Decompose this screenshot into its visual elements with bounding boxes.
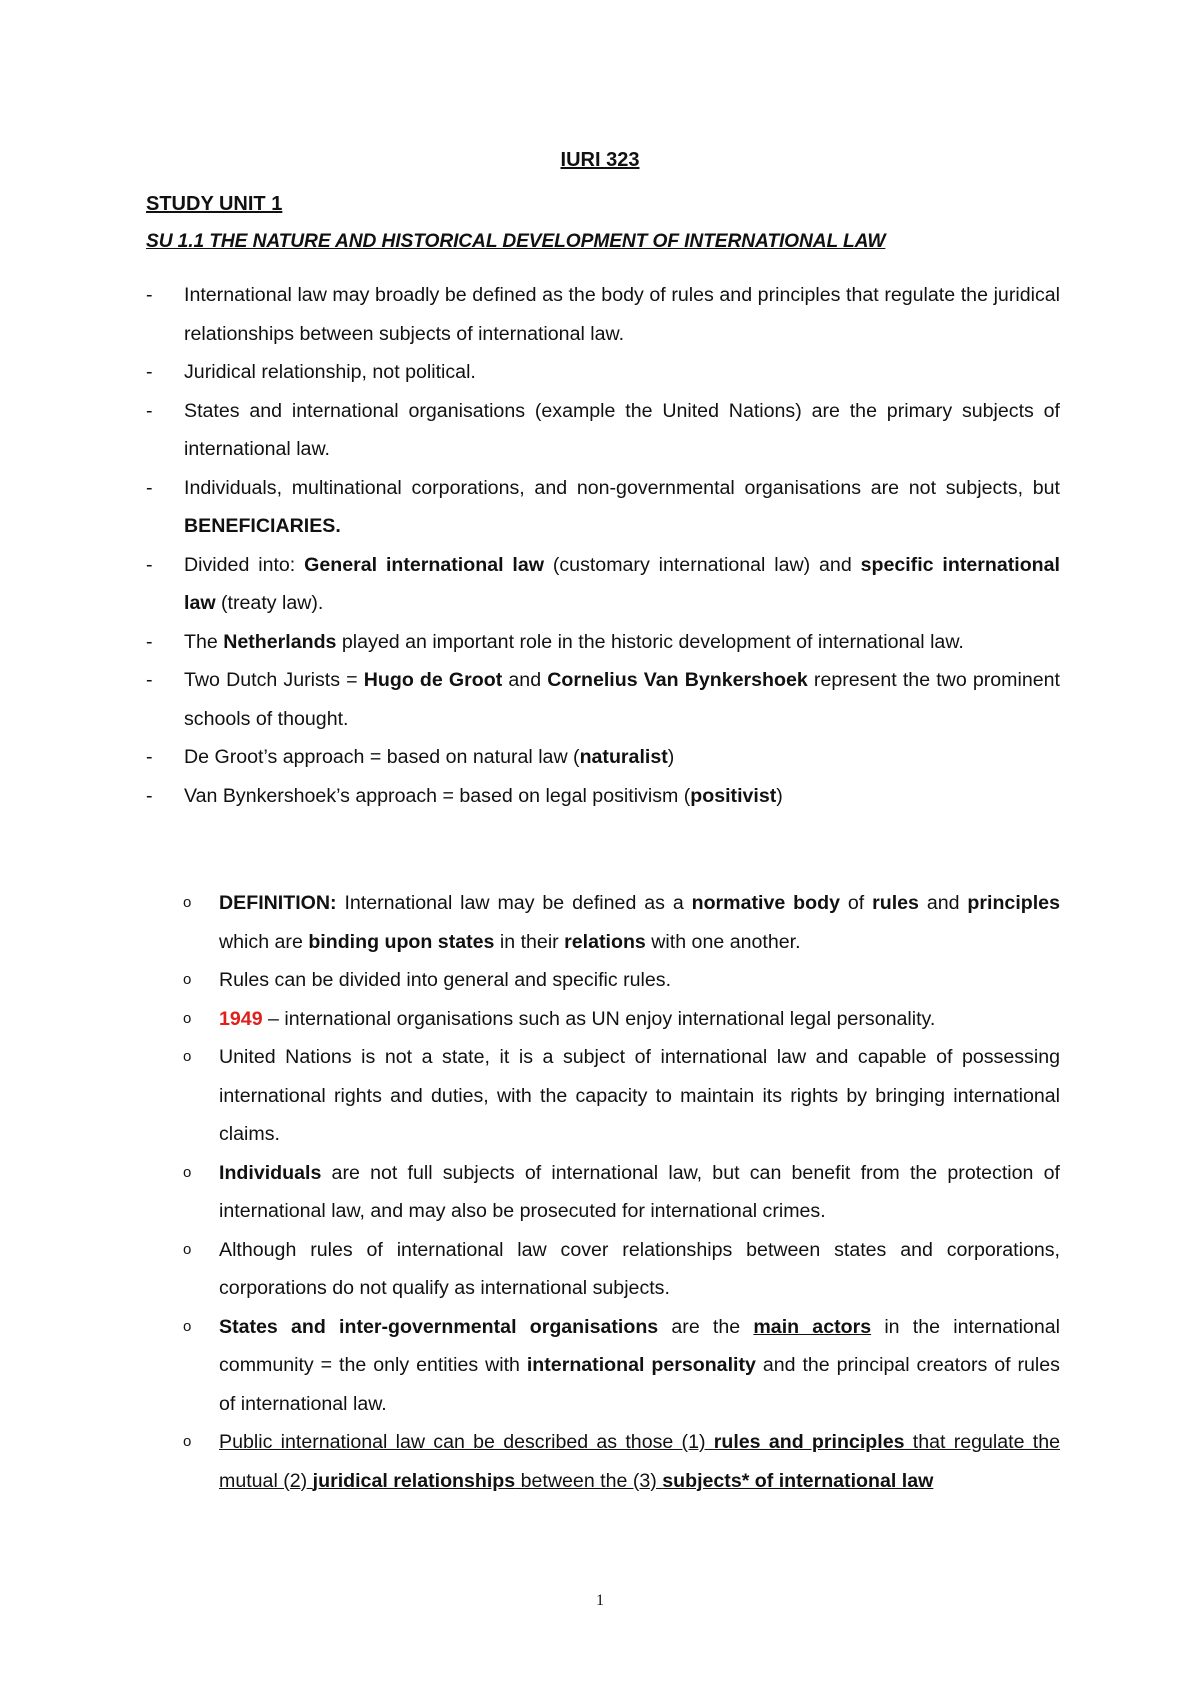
list-item: - International law may broadly be defined as the body of rules and principles that regulate the juridical relationships between subjects of international law. bbox=[146, 276, 1060, 353]
list-item: - Divided into: General international law (customary international law) and specific international law (treaty law). bbox=[146, 546, 1060, 623]
dash-bullet: - bbox=[146, 361, 153, 383]
circle-bullet: o bbox=[183, 894, 192, 911]
circle-bullet: o bbox=[183, 1163, 192, 1181]
list-item: o Individuals are not full subjects of international law, but can benefit from the protection of international law, and may also be prosecuted for international crimes. bbox=[183, 1154, 1060, 1231]
circle-bullet: o bbox=[183, 971, 192, 988]
list-item: o States and inter-governmental organisations are the main actors in the international community = the only entities with international personality and the principal creators of rules of international law. bbox=[183, 1308, 1060, 1424]
list-item: - Two Dutch Jurists = Hugo de Groot and Cornelius Van Bynkershoek represent the two prominent schools of thought. bbox=[146, 661, 1060, 738]
list-item: - Individuals, multinational corporations, and non-governmental organisations are not subjects, but BENEFICIARIES. bbox=[146, 469, 1060, 546]
section-heading: SU 1.1 THE NATURE AND HISTORICAL DEVELOPMENT OF INTERNATIONAL LAW bbox=[146, 231, 886, 252]
circle-bullet-list bbox=[183, 884, 1060, 1500]
list-item: - Van Bynkershoek’s approach = based on legal positivism (positivist) bbox=[146, 777, 1060, 816]
dash-bullet: - bbox=[146, 284, 153, 306]
list-item: - States and international organisations (example the United Nations) are the primary subjects of international law. bbox=[146, 392, 1060, 469]
course-title: IURI 323 bbox=[560, 149, 640, 171]
list-item: o United Nations is not a state, it is a subject of international law and capable of possessing international rights and duties, with the capacity to maintain its rights by bringing international claims. bbox=[183, 1038, 1060, 1154]
list-item: o Although rules of international law cover relationships between states and corporations, corporations do not qualify as international subjects. bbox=[183, 1231, 1060, 1308]
dash-bullet: - bbox=[146, 630, 153, 653]
dash-bullet-list bbox=[146, 276, 1060, 815]
circle-bullet: o bbox=[183, 1009, 192, 1027]
circle-bullet: o bbox=[183, 1317, 192, 1335]
list-item: o Rules can be divided into general and specific rules. bbox=[183, 961, 1060, 1000]
list-item: - The Netherlands played an important role in the historic development of international law. bbox=[146, 623, 1060, 662]
dash-bullet: - bbox=[146, 669, 153, 691]
dash-bullet: - bbox=[146, 784, 153, 807]
study-unit-title: STUDY UNIT 1 bbox=[146, 193, 283, 215]
dash-bullet: - bbox=[146, 476, 153, 499]
list-item: o Public international law can be described as those (1) rules and principles that regulate the mutual (2) juridical relationships between the (3) subjects* of international law bbox=[183, 1423, 1060, 1500]
list-item: o DEFINITION: International law may be defined as a normative body of rules and principles which are binding upon states in their relations with one another. bbox=[183, 884, 1060, 961]
circle-bullet: o bbox=[183, 1240, 192, 1258]
circle-bullet: o bbox=[183, 1048, 192, 1065]
list-item: o 1949 – international organisations such as UN enjoy international legal personality. bbox=[183, 1000, 1060, 1039]
dash-bullet: - bbox=[146, 746, 153, 768]
highlighted-year: 1949 bbox=[219, 1007, 263, 1030]
circle-bullet: o bbox=[183, 1433, 192, 1450]
dash-bullet: - bbox=[146, 399, 153, 422]
list-item: - De Groot’s approach = based on natural law (naturalist) bbox=[146, 738, 1060, 777]
page-number: 1 bbox=[596, 1592, 604, 1609]
list-item: - Juridical relationship, not political. bbox=[146, 353, 1060, 392]
dash-bullet: - bbox=[146, 553, 153, 576]
